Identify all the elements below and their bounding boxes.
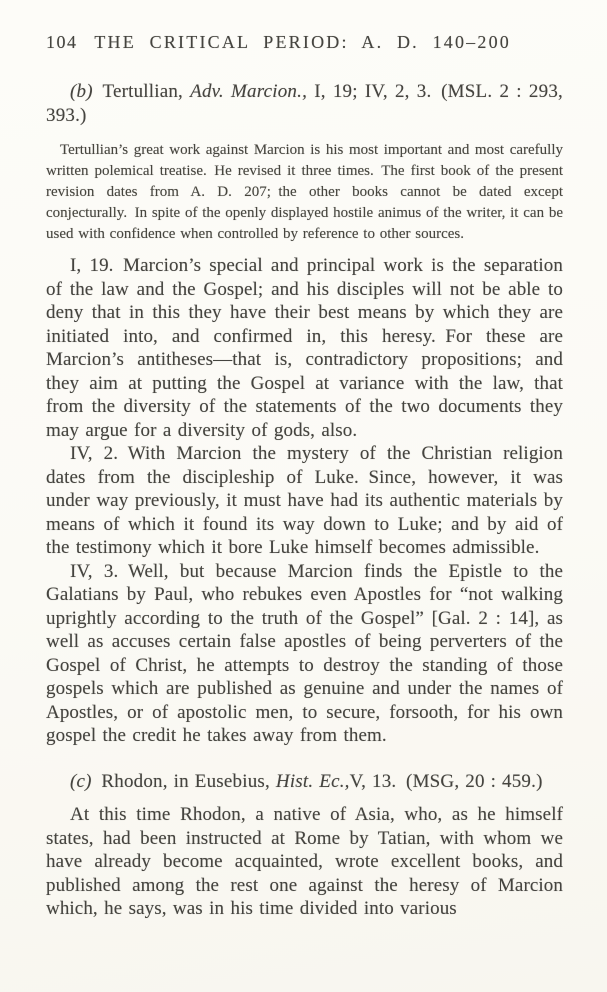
citation-c-refs: V, 13. (MSG, 20 : 459.) bbox=[349, 770, 543, 792]
editorial-note: Tertullian’s great work against Marcion is his most important and most carefully written polemical treatise. He revised it three times. The first book of the present revision dates from A. D. 207; the other books cannot be dated except conjecturally. In spite of the openly displayed hostile animus of the writer, it can be used with confidence when controlled by reference to other sources. bbox=[46, 142, 563, 242]
paragraph-iv-3: IV, 3. Well, but because Marcion finds the Epistle to the Galatians by Paul, who rebukes even Apostles for “not walking uprightly according to the truth of the Gospel” [Gal. 2 : 14], as well as accuses certain false apostles of being perverters of the Gospel of Christ, he attempts to destroy the standing of those gospels which are published as genuine and under the names of Apostles, or of apostolic men, to secure, forsooth, for his own gospel the credit he takes away from them. bbox=[46, 560, 563, 746]
paragraph-rhodon: At this time Rhodon, a native of Asia, who, as he himself states, had been instructed at Rome by Tatian, with whom we have already become acquainted, wrote excellent books, and published among the rest one against the heresy of Marcion which, he says, was in his time divided into various bbox=[46, 804, 563, 919]
page-number: 104 bbox=[46, 32, 78, 52]
running-title: THE CRITICAL PERIOD: A. D. 140–200 bbox=[94, 32, 511, 52]
citation-c-author: Rhodon, in Eusebius, bbox=[91, 770, 276, 792]
citation-b-work-title: Adv. Marcion., bbox=[190, 81, 308, 102]
citation-b-label: (b) bbox=[70, 81, 93, 102]
paragraph-iv-2: IV, 2. With Marcion the mystery of the Christian religion dates from the discipleship of Luke. Since, however, it was under way previously, it must have had its authentic materials by means of which it found its way down to Luke; and by aid of the testimony which it bore Luke himself becomes admissible. bbox=[46, 443, 563, 558]
citation-c bbox=[46, 770, 563, 794]
citation-c-work-title: Hist. Ec., bbox=[275, 770, 350, 792]
paragraph-i-19: I, 19. Marcion’s special and principal work is the separation of the law and the Gospel; and his disciples will not be able to deny that in this they have their best means by which they are initiated into, and confirmed in, this heresy. For these are Marcion’s antitheses—that is, contradictory propositions; and they aim at putting the Gospel at variance with the law, that from the diversity of the statements of the two documents they may argue for a diversity of gods, also. bbox=[46, 255, 563, 441]
citation-b bbox=[46, 80, 563, 127]
citation-c-label: (c) bbox=[70, 770, 92, 792]
citation-b-author: Tertullian, bbox=[92, 81, 191, 102]
citation-b-refs: I, 19; IV, 2, 3. (MSL. 2 : 293, 393.) bbox=[46, 81, 563, 126]
page-header bbox=[46, 30, 563, 54]
